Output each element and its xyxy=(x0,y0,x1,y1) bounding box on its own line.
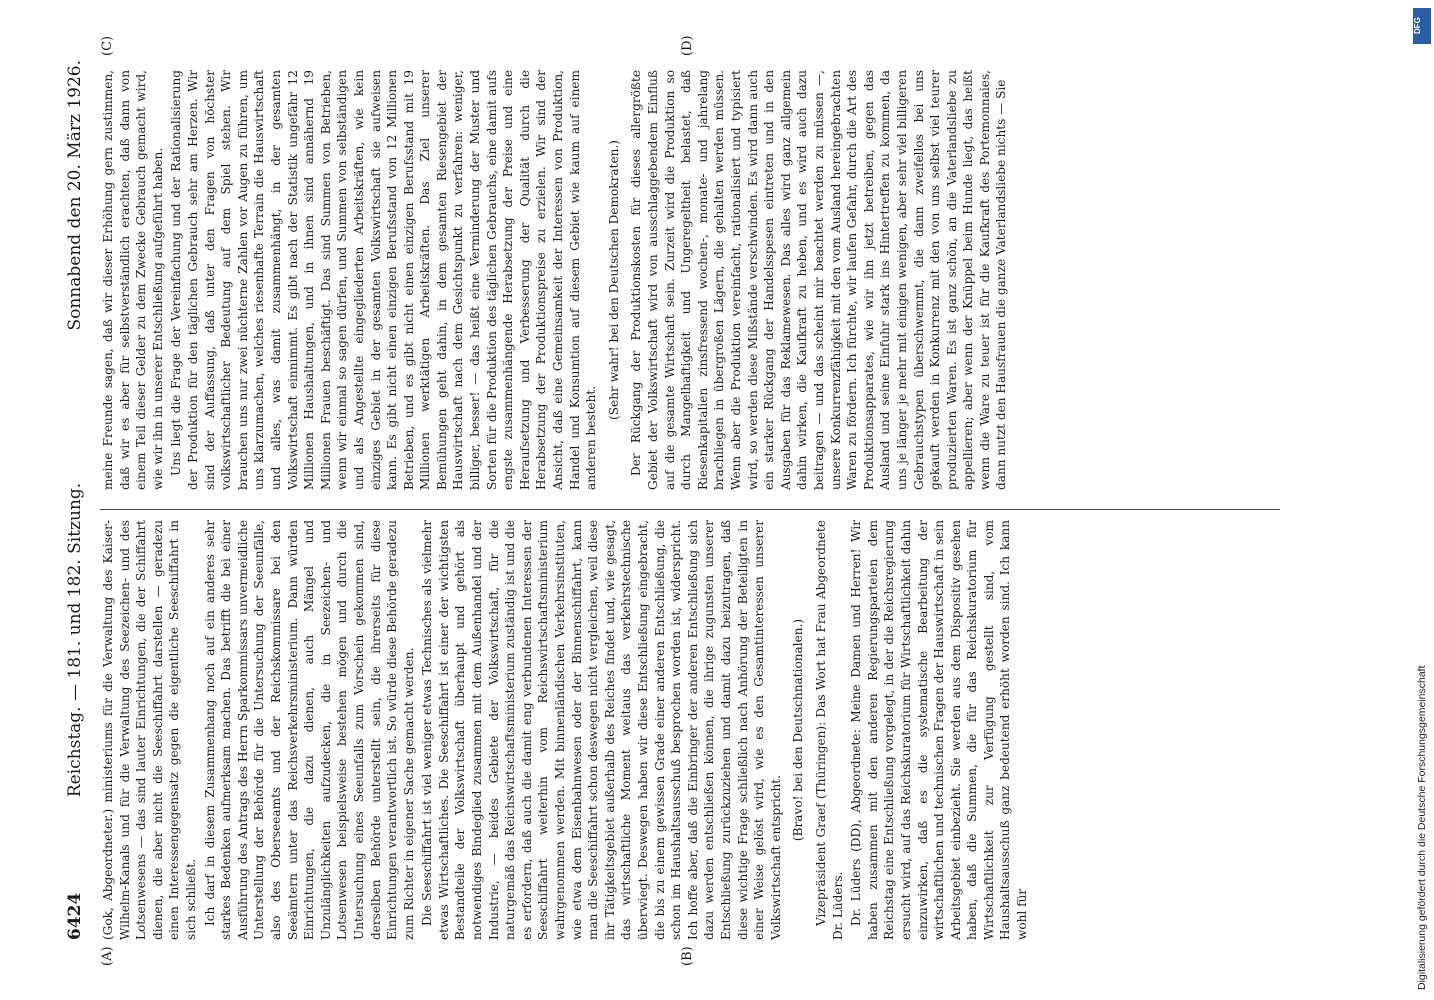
page-number: 6424 xyxy=(65,892,85,940)
paragraph: Dr. Lüders (DD), Abgeordnete: Meine Damen und Herren! Wir haben zusammen mit den anderen Regierungsparteien dem Reichstag eine Entschließung vorgelegt, in der die Reichsregierung ersucht wird, auf das Reichskuratorium für Wirtschaftlichkeit dahin einzuwirken, daß es die systematische Bearbeitung der wirtschaftlichen und technischen Fragen der Hauswirtschaft in sein Arbeitsgebiet einbezieht. Sie werden aus dem Dispositiv gesehen haben, daß die Summen, die für das Reichskuratorium für Wirtschaftlichkeit zur Verfügung gestellt sind, vom Haushaltsausschuß ganz bedeutend erhöht worden sind. Ich kann wohl für xyxy=(849,520,1030,940)
digitization-credit xyxy=(1410,0,1434,1000)
page-header xyxy=(60,60,90,940)
margin-letter-a: (A) xyxy=(100,946,115,966)
paragraph: Uns liegt die Frage der Vereinfachung und der Rationalisierung der Produktion für den täglichen Gebrauch sehr am Herzen. Wir sind der Auffassung, daß unter den Fragen von höchster volkswirtschaftlicher Bedeutung auf dem Spiel stehen. Wir brauchen uns nur zwei nüchterne Zahlen vor Augen zu führen, um uns klarzumachen, welches riesenhafte Terrain die Hauswirtschaft und alles, was damit zusammenhängt, in der gesamten Volkswirtschaft einnimmt. Es gibt nach der Statistik ungefähr 12 Millionen Haushaltungen, und in ihnen sind annähernd 19 Millionen Frauen beschäftigt. Das sind Summen von Betrieben, wenn wir einmal so sagen dürfen, und Summen von selbständigen und als Angestellte eingegliederten Arbeitskräften, wie kein einziges Gebiet in der gesamten Volkswirtschaft sie aufweisen kann. Es gibt nicht einen einzigen Berufsstand von 12 Millionen Betrieben, und es gibt nicht einen einzigen Berufsstand mit 19 Millionen werktätigen Arbeitskräften. Das Ziel unserer Bemühungen geht dahin, in dem gesamten Riesengebiet der Hauswirtschaft nach dem Gesichtspunkt zu verfahren: weniger, billiger, besser! — das heißt eine Verminderung der Muster und Sorten für die Produktion des täglichen Gebrauchs, eine damit aufs engste zusammenhängende Herabsetzung der Preise und eine Heraufsetzung und Verbesserung der Qualität durch die Herabsetzung der Produktionspreise zu erzielen. Wir sind der Ansicht, daß eine Gemeinsamkeit der Interessen von Produktion, Handel und Konsumtion auf diesem Gebiet wie kaum auf einem anderen besteht. xyxy=(169,70,599,490)
margin-letter-b: (B) xyxy=(680,946,695,966)
speaker-announcement: Vizepräsident Graef (Thüringen): Das Wort hat Frau Abgeordnete Dr. Lüders. xyxy=(813,520,845,940)
left-column xyxy=(100,509,1280,940)
session-date: Sonnabend den 20. März 1926. xyxy=(65,60,85,331)
applause-note: (Bravo! bei den Deutschnationalen.) xyxy=(791,618,806,842)
margin-letter-d: (D) xyxy=(680,35,695,56)
paragraph: (Gok, Abgeordneter.) ministeriums für die Verwaltung des Kaiser-Wilhelm-Kanals und für die Verwaltung des Seezeichen- und des Lotsenwesens — das sind lauter Einrichtungen, die der Schiffahrt dienen, die aber nicht die Seeschiffahrt darstellen — geradezu einen Interessengegensatz gegen die eigentliche Seeschiffahrt in sich schließt. xyxy=(101,520,198,940)
paragraph: Die Seeschiffahrt ist viel weniger etwas Technisches als vielmehr etwas Wirtschaftliches. Die Seeschiffahrt ist einer der wichtigsten Bestandteile der Volkswirtschaft überhaupt und gehört als notwendiges Bindeglied zusammen mit dem Außenhandel und der Industrie, — beides Gebiete der Volkswirtschaft, für die naturgemäß das Reichswirtschaftsministerium zuständig ist und die es erfordern, daß auch die damit eng verbundenen Interessen der Seeschiffahrt weiterhin vom Reichswirtschaftsministerium wahrgenommen werden. Mit binnenländischen Verkehrsinstituten, wie etwa dem Eisenbahnwesen oder der Binnenschiffahrt, kann man die Seeschiffahrt schon deswegen nicht vergleichen, weil diese ihr Tätigkeitsgebiet außerhalb des Reiches findet und, wie gesagt, das wirtschaftliche Moment weitaus das verkehrstechnische überwiegt. Deswegen haben wir diese Entschließung eingebracht, die bis zu einem gewissen Grade einer anderen Entschließung, die schon im Haushaltsausschuß besprochen worden ist, widerspricht. Ich hoffe aber, daß die Einbringer der anderen Entschließung sich dazu werden entschließen können, die ihrige zugunsten unserer Entschließung zurückzuziehen und damit dazu beizutragen, daß diese wichtige Frage schließlich nach Anhörung der Beteiligten in einer Weise gelöst wird, wie es den Gesamtinteressen unserer Volkswirtschaft entspricht. xyxy=(420,520,783,940)
right-column xyxy=(100,70,1280,490)
session-title: Reichstag. — 181. und 182. Sitzung. xyxy=(65,482,85,798)
margin-letter-c: (C) xyxy=(100,35,115,56)
paragraph: Ich darf in diesem Zusammenhang noch auf ein anderes sehr starkes Bedenken aufmerksam machen. Das betrifft die bei einer Ausführung des Antrags des Herrn Sparkommissars unvermeidliche Unterstellung der Behörde für die Untersuchung der Seeunfälle, also des Oberseeamts und der Reichskommissare bei den Seeämtern unter das Reichsverkehrsministerium. Dann würden Einrichtungen, die dazu dienen, auch Mängel und Unzulänglichkeiten aufzudecken, die in Seezeichen- und Lotsenwesen beispielsweise bestehen mögen und durch die Untersuchung eines Seeunfalls zum Vorschein gekommen sind, derselben Behörde unterstellt sein, die ihrerseits für diese Einrichtungen verantwortlich ist. So würde diese Behörde geradezu zum Richter in eigener Sache gemacht werden. xyxy=(202,520,416,940)
rotated-page-content xyxy=(60,35,1290,966)
paragraph: Der Rückgang der Produktionskosten für dieses allergrößte Gebiet der Volkswirtschaft wird von ausschlaggebendem Einfluß auf die gesamte Wirtschaft sein. Zurzeit wird die Produktion so durch Mangelhaftigkeit und Ungeregeltheit belastet, daß Riesenkapitalien zinsfressend wochen-, monate- und jahrelang brachliegen in übergroßen Lägern, die gehalten werden müssen. Wenn aber die Produktion vereinfacht, rationalisiert und typisiert wird, so werden diese Mißstände verschwinden. Es wird dann auch ein starker Rückgang der Handelsspesen eintreten und in den Ausgaben für das Reklamewesen. Das alles wird ganz allgemein dahin wirken, die Kaufkraft zu heben, und es wird auch dazu beitragen — und das scheint mir beachtet werden zu müssen —, unsere Konkurrenzfähigkeit mit den vom Ausland hereingebrachten Waren zu fördern. Ich fürchte, wir laufen Gefahr, durch die Art des Produktionsapparates, wie wir ihn jetzt betreiben, gegen das Ausland und seine Einfuhr stark ins Hintertreffen zu kommen, da uns je länger je mehr mit einigen wenigen, aber sehr viel billigeren Gebrauchstypen überschwemmt, die dann zweifellos bei uns gekauft werden in Konkurrenz mit den von uns selbst viel teurer produzierten Waren. Es ist ganz schön, an die Vaterlandsliebe zu appellieren; aber wenn der Knüppel beim Hunde liegt, das heißt wenn die Ware zu teuer ist für die Kaufkraft des Portemonnaies, dann nutzt den Hausfrauen die ganze Vaterlandsliebe nichts — Sie xyxy=(629,70,1009,490)
credit-text: Digitalisierung gefördert durch die Deutsche Forschungsgemeinschaft xyxy=(1416,665,1428,990)
document-page xyxy=(60,35,1290,966)
dfg-logo: DFG xyxy=(1413,8,1431,44)
paragraph: meine Freunde sagen, daß wir dieser Erhöhung gern zustimmen, daß wir es aber für selbstverständlich erachten, daß dann von einem Teil dieser Gelder zu dem Zwecke Gebrauch gemacht wird, wie wir ihn in unserer Entschließung aufgeführt haben. xyxy=(101,70,165,490)
applause-note: (Sehr wahr! bei den Deutschen Demokraten.) xyxy=(606,140,621,420)
